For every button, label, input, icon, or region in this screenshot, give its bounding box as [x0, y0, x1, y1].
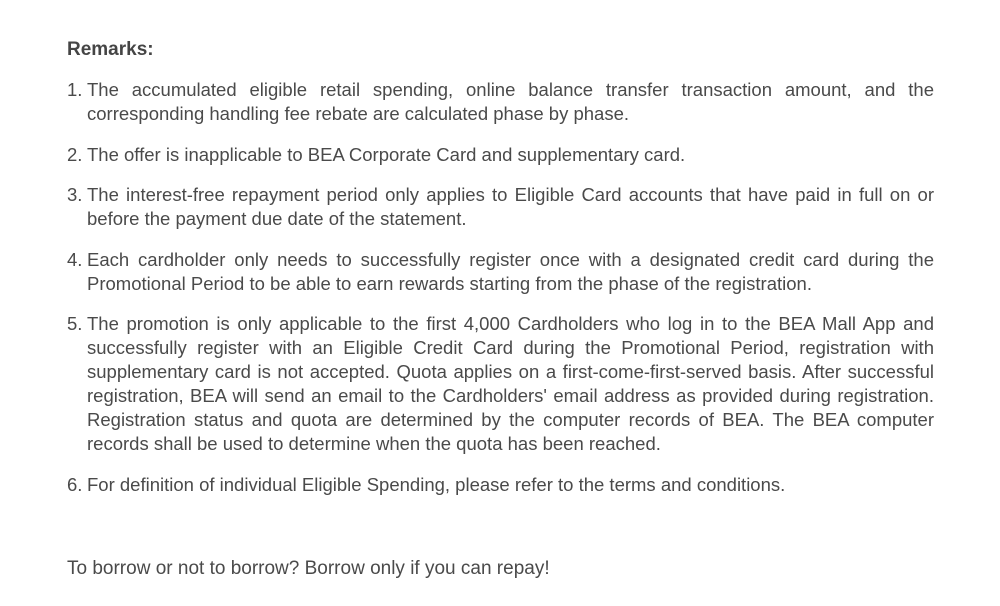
- remarks-title: Remarks:: [67, 39, 154, 60]
- remark-number: 2.: [67, 143, 83, 165]
- borrowing-warning: To borrow or not to borrow? Borrow only if you can repay!: [67, 558, 550, 579]
- remark-item-3: [67, 183, 934, 231]
- remarks-section: [67, 38, 934, 513]
- remark-item-5: [67, 312, 934, 456]
- remark-number: 4.: [67, 248, 83, 270]
- remark-number: 6.: [67, 473, 83, 495]
- remark-text: For definition of individual Eligible Spending, please refer to the terms and conditions.: [87, 473, 786, 495]
- remark-text: The interest-free repayment period only applies to Eligible Card accounts that have paid in full on or before the payment due date of the statement.: [87, 184, 934, 229]
- remarks-list: [67, 78, 934, 497]
- remark-number: 1.: [67, 79, 83, 100]
- remark-text: The offer is inapplicable to BEA Corporate Card and supplementary card.: [87, 143, 686, 165]
- remark-item-1: [67, 78, 934, 126]
- remark-item-4: [67, 248, 934, 296]
- remark-text: The accumulated eligible retail spending, online balance transfer transaction amount, and the corresponding handling fee rebate are calculated phase by phase.: [87, 79, 934, 124]
- remark-item-6: [67, 473, 934, 497]
- remark-item-2: [67, 143, 934, 167]
- remark-number: 5.: [67, 313, 83, 334]
- remark-number: 3.: [67, 184, 83, 205]
- remark-text: The promotion is only applicable to the first 4,000 Cardholders who log in to the BEA Mall App and successfully register with an Eligible Credit Card during the Promotional Period, registration with supplementary card is not accepted. Quota applies on a first-come-first-served basis. After successful registration, BEA will send an email to the Cardholders' email address as provided during registration. Registration status and quota are determined by the computer records of BEA. The BEA computer records shall be used to determine when the quota has been reached.: [87, 313, 934, 454]
- remark-text: Each cardholder only needs to successfully register once with a designated credit card during the Promotional Period to be able to earn rewards starting from the phase of the registration.: [87, 248, 934, 294]
